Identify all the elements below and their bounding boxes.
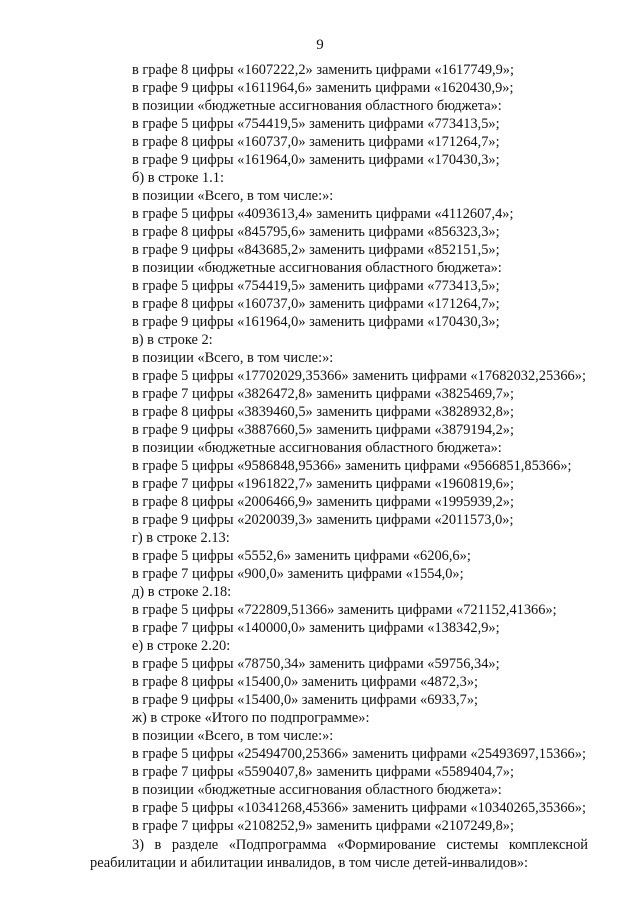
final-paragraph-line-2: реабилитации и абилитации инвалидов, в том числе детей-инвалидов»:	[90, 855, 529, 871]
text-line: в графе 8 цифры «15400,0» заменить цифрами «4872,3»;	[132, 674, 479, 690]
text-line: в графе 5 цифры «9586848,95366» заменить цифрами «9566851,85366»;	[132, 458, 572, 474]
text-line: в позиции «бюджетные ассигнования областного бюджета»:	[132, 98, 502, 114]
text-line: в графе 7 цифры «1961822,7» заменить цифрами «1960819,6»;	[132, 476, 514, 492]
text-line: в графе 5 цифры «17702029,35366» заменить цифрами «17682032,25366»;	[132, 368, 586, 384]
final-paragraph-line-1: 3) в разделе «Подпрограмма «Формирование системы комплексной	[132, 837, 588, 853]
text-line: в графе 5 цифры «25494700,25366» заменить цифрами «25493697,15366»;	[132, 746, 586, 762]
text-line: д) в строке 2.18:	[132, 584, 232, 600]
text-line: в графе 7 цифры «2108252,9» заменить цифрами «2107249,8»;	[132, 818, 514, 834]
final-paragraph	[0, 836, 640, 872]
text-line: в графе 5 цифры «78750,34» заменить цифрами «59756,34»;	[132, 656, 500, 672]
text-line: в графе 9 цифры «843685,2» заменить цифрами «852151,5»;	[132, 242, 500, 258]
text-line: в позиции «бюджетные ассигнования областного бюджета»:	[132, 260, 502, 276]
text-line: в графе 7 цифры «3826472,8» заменить цифрами «3825469,7»;	[132, 386, 514, 402]
text-line: в графе 9 цифры «161964,0» заменить цифрами «170430,3»;	[132, 152, 500, 168]
text-line: в графе 8 цифры «845795,6» заменить цифрами «856323,3»;	[132, 224, 500, 240]
text-line: е) в строке 2.20:	[132, 638, 231, 654]
text-line: в графе 9 цифры «3887660,5» заменить цифрами «3879194,2»;	[132, 422, 514, 438]
text-line: в) в строке 2:	[132, 332, 213, 348]
text-line: б) в строке 1.1:	[132, 170, 224, 186]
text-line: ж) в строке «Итого по подпрограмме»:	[132, 710, 370, 726]
text-line: в графе 8 цифры «160737,0» заменить цифрами «171264,7»;	[132, 134, 500, 150]
text-line: в графе 7 цифры «5590407,8» заменить цифрами «5589404,7»;	[132, 764, 514, 780]
text-line: в позиции «Всего, в том числе:»:	[132, 350, 334, 366]
text-line: в графе 5 цифры «722809,51366» заменить цифрами «721152,41366»;	[132, 602, 557, 618]
text-line: в графе 9 цифры «161964,0» заменить цифрами «170430,3»;	[132, 314, 500, 330]
text-line: в графе 7 цифры «900,0» заменить цифрами «1554,0»;	[132, 566, 464, 582]
text-line: в графе 8 цифры «160737,0» заменить цифрами «171264,7»;	[132, 296, 500, 312]
text-line: в графе 8 цифры «1607222,2» заменить цифрами «1617749,9»;	[132, 62, 514, 78]
text-line: в графе 9 цифры «2020039,3» заменить цифрами «2011573,0»;	[132, 512, 514, 528]
text-line: в графе 5 цифры «4093613,4» заменить цифрами «4112607,4»;	[132, 206, 514, 222]
text-line: в графе 8 цифры «2006466,9» заменить цифрами «1995939,2»;	[132, 494, 514, 510]
text-line: в позиции «Всего, в том числе:»:	[132, 188, 334, 204]
text-line: в графе 5 цифры «754419,5» заменить цифрами «773413,5»;	[132, 116, 500, 132]
text-line: в позиции «бюджетные ассигнования областного бюджета»:	[132, 440, 502, 456]
text-line: г) в строке 2.13:	[132, 530, 230, 546]
text-line: в позиции «Всего, в том числе:»:	[132, 728, 334, 744]
page-number: 9	[316, 37, 324, 53]
text-line: в графе 9 цифры «15400,0» заменить цифрами «6933,7»;	[132, 692, 479, 708]
text-line: в графе 9 цифры «1611964,6» заменить цифрами «1620430,9»;	[132, 80, 514, 96]
text-line: в графе 5 цифры «5552,6» заменить цифрами «6206,6»;	[132, 548, 471, 564]
text-line: в позиции «бюджетные ассигнования областного бюджета»:	[132, 782, 502, 798]
text-line: в графе 8 цифры «3839460,5» заменить цифрами «3828932,8»;	[132, 404, 514, 420]
text-line: в графе 5 цифры «10341268,45366» заменить цифрами «10340265,35366»;	[132, 800, 586, 816]
text-line: в графе 7 цифры «140000,0» заменить цифрами «138342,9»;	[132, 620, 500, 636]
text-line: в графе 5 цифры «754419,5» заменить цифрами «773413,5»;	[132, 278, 500, 294]
